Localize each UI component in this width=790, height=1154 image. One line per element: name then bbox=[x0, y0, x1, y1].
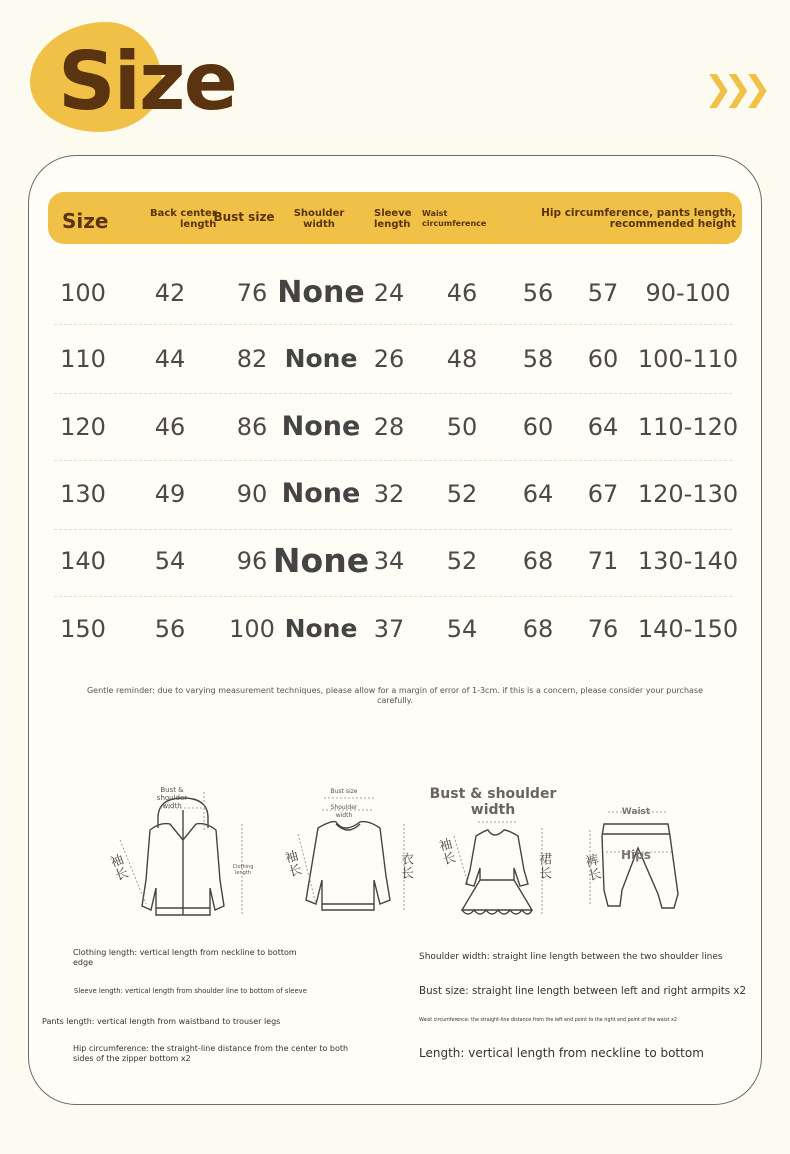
header-back-center-length: Back center length bbox=[150, 208, 217, 230]
cell-hip: 68 bbox=[522, 547, 554, 575]
cell-pants-length: 67 bbox=[587, 480, 619, 508]
cell-size: 100 bbox=[60, 279, 106, 307]
sweater-shoulder-label: Shoulder width bbox=[330, 804, 358, 819]
jacket-bust-label: Bust & shoulder width bbox=[156, 786, 188, 810]
cell-hip: 58 bbox=[522, 345, 554, 373]
cell-recommended-height: 110-120 bbox=[637, 413, 739, 441]
note-waist-circumference: Waist circumference: the straight-line distance from the left end point to the right end point of the waist x2 bbox=[419, 1018, 677, 1023]
jacket-diagram bbox=[100, 780, 260, 930]
table-row bbox=[0, 474, 790, 514]
sweater-bust-label: Bust size bbox=[330, 788, 358, 795]
header-size: Size bbox=[62, 209, 109, 233]
cell-recommended-height: 130-140 bbox=[637, 547, 739, 575]
cell-recommended-height: 90-100 bbox=[645, 279, 731, 307]
pants-length-label: 裤长 bbox=[581, 852, 602, 884]
note-hip-circumference: Hip circumference: the straight-line distance from the center to both sides of the zipper bottom x2 bbox=[73, 1044, 349, 1063]
cell-recommended-height: 140-150 bbox=[637, 615, 739, 643]
cell-pants-length: 64 bbox=[587, 413, 619, 441]
note-clothing-length: Clothing length: vertical length from neckline to bottom edge bbox=[73, 948, 297, 967]
row-divider bbox=[54, 393, 732, 394]
note-bust-size: Bust size: straight line length between left and right armpits x2 bbox=[419, 985, 747, 997]
cell-bust-size: 96 bbox=[236, 547, 268, 575]
cell-back-center-length: 44 bbox=[154, 345, 186, 373]
cell-hip: 68 bbox=[522, 615, 554, 643]
cell-bust-size: 86 bbox=[236, 413, 268, 441]
cell-shoulder-width: None bbox=[272, 541, 370, 580]
cell-waist: 46 bbox=[446, 279, 478, 307]
pants-diagram bbox=[578, 790, 708, 930]
cell-shoulder-width: None bbox=[277, 275, 365, 310]
cell-hip: 56 bbox=[522, 279, 554, 307]
cell-sleeve-length: 34 bbox=[373, 547, 405, 575]
cell-back-center-length: 56 bbox=[154, 615, 186, 643]
table-row bbox=[0, 407, 790, 447]
cell-back-center-length: 42 bbox=[154, 279, 186, 307]
header-sleeve-length: Sleeve length bbox=[374, 208, 412, 230]
cell-sleeve-length: 24 bbox=[373, 279, 405, 307]
note-sleeve-length: Sleeve length: vertical length from shoulder line to bottom of sleeve bbox=[74, 987, 307, 995]
pants-hips-label: Hips bbox=[621, 848, 651, 862]
cell-size: 120 bbox=[60, 413, 106, 441]
pants-waist-label: Waist bbox=[621, 807, 651, 817]
cell-sleeve-length: 26 bbox=[373, 345, 405, 373]
gentle-reminder: Gentle reminder: due to varying measurement techniques, please allow for a margin of error of 1-3cm. if this is a concern, please consider your purchase carefully. bbox=[86, 686, 704, 705]
dress-diagram bbox=[428, 784, 568, 924]
jacket-sleeve-length-label: 袖长 bbox=[105, 852, 130, 884]
cell-waist: 48 bbox=[446, 345, 478, 373]
table-row bbox=[0, 541, 790, 581]
note-pants-length: Pants length: vertical length from waistband to trouser legs bbox=[42, 1017, 281, 1026]
cell-pants-length: 60 bbox=[587, 345, 619, 373]
jacket-clothing-length-label: Clothing length bbox=[232, 864, 254, 876]
cell-hip: 60 bbox=[522, 413, 554, 441]
sweater-diagram bbox=[278, 780, 418, 930]
cell-pants-length: 76 bbox=[587, 615, 619, 643]
row-divider bbox=[54, 596, 732, 597]
table-row bbox=[0, 273, 790, 313]
cell-shoulder-width: None bbox=[284, 344, 358, 373]
cell-back-center-length: 54 bbox=[154, 547, 186, 575]
cell-back-center-length: 49 bbox=[154, 480, 186, 508]
header-bust-size: Bust size bbox=[213, 210, 275, 224]
cell-size: 150 bbox=[60, 615, 106, 643]
cell-shoulder-width: None bbox=[284, 614, 358, 643]
row-divider bbox=[54, 529, 732, 530]
row-divider bbox=[54, 324, 732, 325]
cell-bust-size: 100 bbox=[229, 615, 275, 643]
sweater-sleeve-length-label: 袖长 bbox=[280, 848, 303, 880]
cell-recommended-height: 120-130 bbox=[637, 480, 739, 508]
table-row bbox=[0, 609, 790, 649]
cell-size: 130 bbox=[60, 480, 106, 508]
chevron-right-icon: ❯❯❯ bbox=[704, 69, 763, 109]
cell-waist: 52 bbox=[446, 480, 478, 508]
cell-recommended-height: 100-110 bbox=[637, 345, 739, 373]
dress-sleeve-length-label: 袖长 bbox=[434, 836, 457, 868]
cell-pants-length: 71 bbox=[587, 547, 619, 575]
cell-sleeve-length: 37 bbox=[373, 615, 405, 643]
page-title: Size bbox=[58, 35, 236, 128]
cell-pants-length: 57 bbox=[587, 279, 619, 307]
dress-length-label: 裙长 bbox=[536, 852, 551, 880]
cell-waist: 54 bbox=[446, 615, 478, 643]
header-hip-pants-height: Hip circumference, pants length, recommended height bbox=[541, 207, 736, 230]
note-length: Length: vertical length from neckline to bottom bbox=[419, 1046, 704, 1060]
cell-sleeve-length: 28 bbox=[373, 413, 405, 441]
note-shoulder-width: Shoulder width: straight line length between the two shoulder lines bbox=[419, 952, 723, 962]
cell-waist: 50 bbox=[446, 413, 478, 441]
cell-bust-size: 90 bbox=[236, 480, 268, 508]
cell-bust-size: 82 bbox=[236, 345, 268, 373]
table-row bbox=[0, 339, 790, 379]
cell-size: 110 bbox=[60, 345, 106, 373]
row-divider bbox=[54, 460, 732, 461]
cell-size: 140 bbox=[60, 547, 106, 575]
header-shoulder-width: Shoulder width bbox=[293, 208, 345, 230]
cell-waist: 52 bbox=[446, 547, 478, 575]
cell-shoulder-width: None bbox=[281, 411, 361, 442]
sweater-length-label: 衣长 bbox=[398, 852, 413, 880]
dress-bust-shoulder-title: Bust & shoulder width bbox=[429, 786, 557, 818]
cell-shoulder-width: None bbox=[281, 478, 361, 509]
cell-bust-size: 76 bbox=[236, 279, 268, 307]
cell-hip: 64 bbox=[522, 480, 554, 508]
cell-sleeve-length: 32 bbox=[373, 480, 405, 508]
header-waist-circumference: Waist circumference bbox=[422, 209, 487, 228]
cell-back-center-length: 46 bbox=[154, 413, 186, 441]
